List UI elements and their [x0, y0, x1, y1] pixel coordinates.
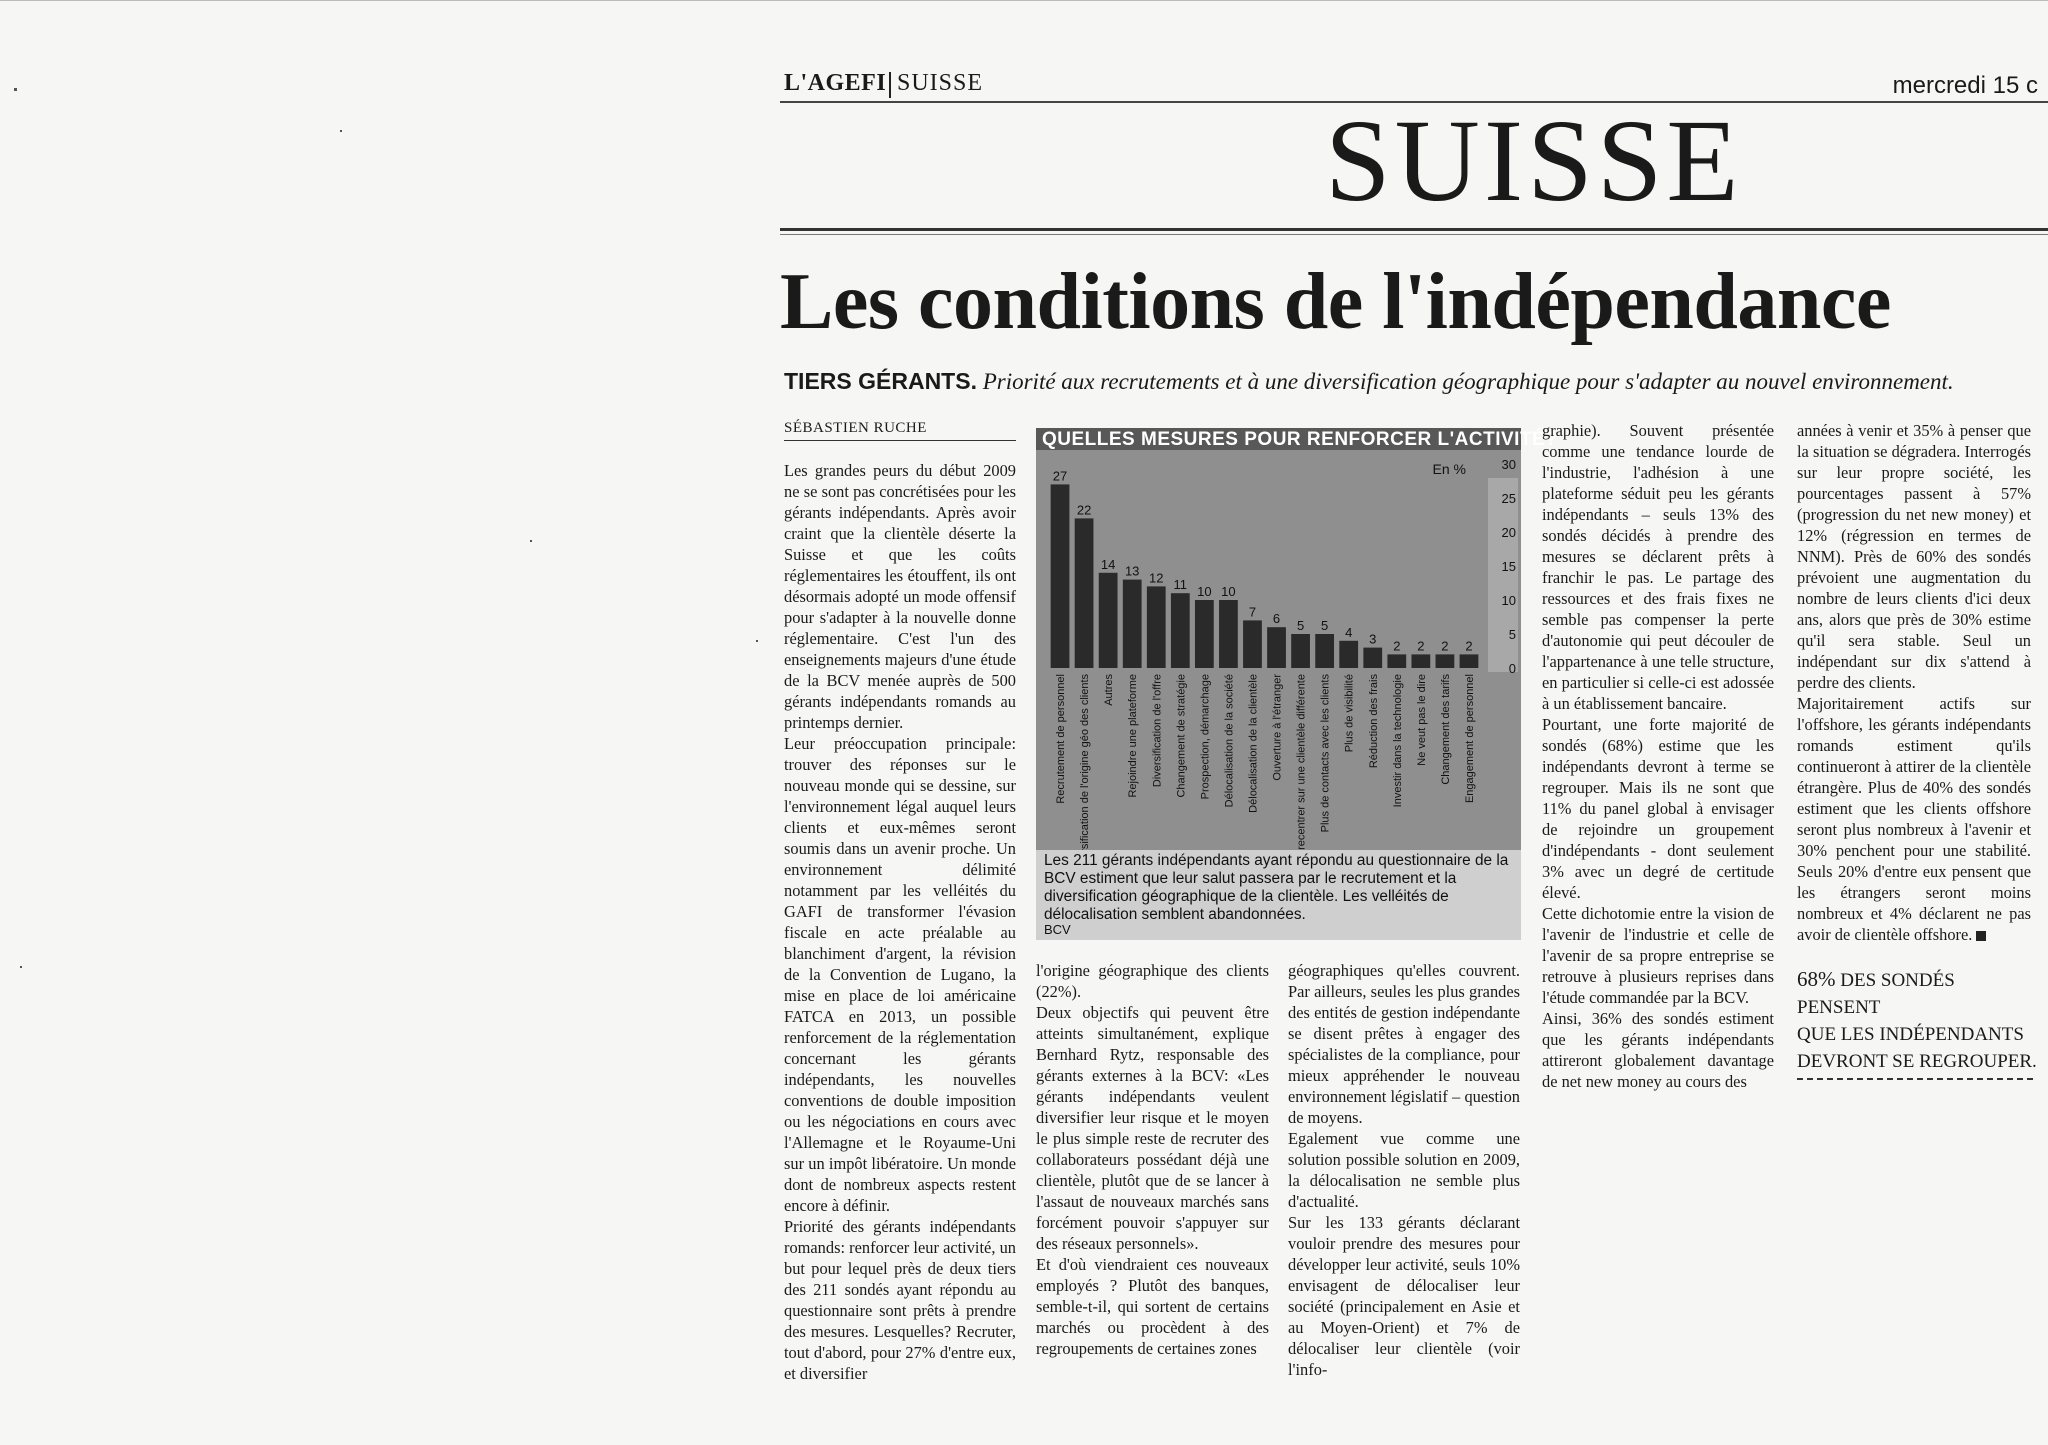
- y-tick-label: 0: [1508, 661, 1516, 676]
- pull-quote-line: [1797, 966, 2037, 994]
- paragraph: Sur les 133 gérants déclarant vouloir prendre des mesures pour développer leur activité, seuls 10% envisagent de délocaliser leur société (principalement en Asie et au Moyen-Orient) et 7% de délocaliser leur clientèle (voir l'info-: [1288, 1213, 1520, 1379]
- category-label: Diversification de l'origine géo des clients: [1079, 674, 1092, 850]
- y-tick-label: 5: [1508, 627, 1516, 642]
- y-tick-label: 10: [1501, 593, 1516, 608]
- paragraph: [1797, 693, 2031, 945]
- bar: [1171, 593, 1190, 668]
- bar-chart: [1036, 450, 1521, 850]
- paragraph: Egalement vue comme une solution possible solution en 2009, la délocalisation ne semble plus d'actualité.: [1288, 1129, 1520, 1211]
- bar-value-label: 14: [1100, 556, 1116, 572]
- category-label: Investir dans la technologie: [1391, 674, 1404, 808]
- end-of-article-icon: [1976, 931, 1986, 941]
- unit-label: En %: [1432, 461, 1466, 477]
- scan-speck: [530, 540, 532, 542]
- bar-value-label: 6: [1272, 611, 1281, 627]
- article-column-1: [784, 460, 1016, 1384]
- category-label: Délocalisation de la société: [1223, 674, 1236, 808]
- paragraph: Leur préoccupation principale: trouver des réponses sur le nouveau monde qui se dessine, sur l'environnement légal auquel leurs clients et eux-mêmes seront soumis dans un avenir proche. Un environnement délimité notamment par les velléités du GAFI de transformer l'évasion fiscale en acte préalable au blanchiment d'argent, la révision de la Convention de Lugano, la mise en place de loi américaine FATCA en 2013, un possible renforcement de la réglementation concernant les gérants indépendants, les nouvelles conventions de double imposition ou les négociations en cours avec l'Allemagne et le Royaume-Uni sur un impôt libératoire. Un monde dont de nombreux aspects restent encore à définir.: [784, 734, 1016, 1215]
- section-title: SUISSE: [1325, 95, 1743, 226]
- bar-value-label: 13: [1124, 563, 1140, 579]
- section-rule: [780, 228, 2048, 231]
- pull-quote-line: DEVRONT SE REGROUPER.: [1797, 1051, 2037, 1072]
- category-label: Ne veut pas le dire: [1415, 674, 1428, 766]
- chart-source: BCV: [1044, 922, 1071, 937]
- bar: [1291, 634, 1310, 668]
- paragraph: Et d'où viendraient ces nouveaux employés ? Plutôt des banques, semble-t-il, qui sortent de certains marchés ou procèdent à des regroupements de certaines zones: [1036, 1255, 1269, 1358]
- bar: [1123, 580, 1142, 668]
- bar-value-label: 27: [1052, 468, 1068, 484]
- deck-kicker: TIERS GÉRANTS.: [784, 368, 977, 394]
- pull-quote-line: PENSENT: [1797, 997, 1881, 1018]
- paragraph: géographiques qu'elles couvrent. Par ailleurs, seules les plus grandes des entités de gestion indépendante se disent prêtes à engager des spécialistes de la compliance, pour mieux appréhender le nouveau environnement législatif – question de moyens.: [1288, 961, 1520, 1127]
- paragraph: Deux objectifs qui peuvent être atteints simultanément, explique Bernhard Rytz, responsable des gérants externes à la BCV: «Les gérants indépendants veulent diversifier leur risque et le moyen le plus simple reste de recruter des collaborateurs possédant déjà une clientèle, plutôt que de se lancer à l'assaut de nouveaux marchés sans forcément pouvoir s'appuyer sur des réseaux personnels».: [1036, 1003, 1269, 1253]
- category-label: Prospection, démarchage: [1199, 674, 1212, 800]
- paragraph: Ainsi, 36% des sondés estiment que les gérants indépendants attireront globalement davantage de net new money au cours des: [1542, 1009, 1774, 1091]
- axis-strip: [1488, 478, 1518, 672]
- category-label: Changement de stratégie: [1175, 674, 1188, 798]
- scan-speck: [20, 966, 22, 968]
- bar-value-label: 5: [1321, 618, 1329, 633]
- bar: [1075, 518, 1094, 668]
- y-tick-label: 25: [1501, 491, 1516, 506]
- infographic: [1036, 428, 1558, 940]
- bar: [1411, 654, 1430, 668]
- bar-value-label: 2: [1417, 638, 1425, 654]
- bar: [1267, 627, 1286, 668]
- masthead-section: SUISSE: [897, 70, 984, 96]
- bar: [1339, 641, 1358, 668]
- category-label: Engagement de personnel: [1463, 674, 1476, 804]
- deck: [784, 368, 1954, 395]
- chart-header: [1036, 428, 1558, 450]
- article-column-4: [1542, 420, 1774, 1092]
- bar-value-label: 10: [1221, 584, 1236, 599]
- category-label: Ouverture à l'étranger: [1271, 674, 1284, 781]
- bar-value-label: 4: [1345, 624, 1353, 640]
- paragraph-text: Majoritairement actifs sur l'offshore, les gérants indépendants romands estiment qu'ils continueront à attirer de la clientèle étrangère. Plus de 40% des sondés estiment que les clients offshore seront plus nombreux à l'avenir et 30% penchent pour une stabilité. Seuls 20% d'entre eux pensent que les étrangers seront moins nombreux et 4% déclarent ne pas avoir de clientèle offshore.: [1797, 694, 2031, 944]
- category-label: Rejoindre une plateforme: [1127, 674, 1140, 798]
- chart-plot-area: [1036, 450, 1521, 850]
- bar-value-label: 10: [1197, 584, 1212, 599]
- deck-text: Priorité aux recrutements et à une diversification géographique pour s'adapter au nouvel environnement.: [982, 369, 1954, 394]
- pull-quote: [1797, 966, 2037, 1075]
- paragraph: années à venir et 35% à penser que la situation se dégradera. Interrogés sur leur propre société, les pourcentages passent à 57% (progression du net new money) et 12% (régression en termes de NNM). Près de 60% des sondés prévoient une augmentation du nombre de leurs clients d'ici deux ans, alors que près de 30% estime qu'il sera stable. Seul un indépendant sur dix s'attend à perdre des clients.: [1797, 421, 2031, 692]
- chart-caption: Les 211 gérants indépendants ayant répondu au questionnaire de la BCV estiment que leur salut passera par le recrutement et la diversification géographique de la clientèle. Les velléités de délocalisation semblent abandonnées.: [1044, 852, 1509, 923]
- bar-value-label: 12: [1149, 570, 1164, 586]
- scan-edge: [0, 0, 2048, 1]
- bar-value-label: 7: [1248, 604, 1257, 620]
- bar: [1195, 600, 1214, 668]
- paragraph: Priorité des gérants indépendants romands: renforcer leur activité, un but pour lequel près de deux tiers des 211 sondés ayant répondu au questionnaire sont prêts à prendre des mesures. Lesquelles? Recruter, tout d'abord, pour 27% d'entre eux, et diversifier: [784, 1217, 1016, 1383]
- pull-quote-rule: [1797, 1078, 2033, 1080]
- bar: [1051, 484, 1070, 668]
- bar: [1315, 634, 1334, 668]
- masthead-separator: [889, 72, 891, 98]
- bar-value-label: 2: [1393, 638, 1401, 654]
- bar: [1099, 573, 1118, 668]
- masthead-brand: L'AGEFI: [784, 70, 887, 96]
- scan-speck: [340, 130, 342, 132]
- chart-title: QUELLES MESURES POUR RENFORCER L'ACTIVITÉ?: [1042, 429, 1558, 450]
- paragraph: Cette dichotomie entre la vision de l'avenir de l'industrie et celle de l'avenir de sa propre entreprise se retrouve à plusieurs reprises dans l'étude commandée par la BCV.: [1542, 904, 1774, 1007]
- masthead-date: mercredi 15 c: [1892, 72, 2038, 99]
- category-label: Se recentrer sur une clientèle différente: [1295, 674, 1308, 850]
- byline-rule: [784, 440, 1016, 441]
- scan-speck: [14, 88, 17, 91]
- headline: Les conditions de l'indépendance: [780, 258, 1891, 346]
- y-tick-label: 20: [1501, 525, 1516, 540]
- bar-value-label: 2: [1465, 638, 1473, 654]
- bar: [1460, 654, 1479, 668]
- bar: [1147, 586, 1166, 668]
- bar-value-label: 5: [1296, 618, 1305, 633]
- bar: [1436, 654, 1455, 668]
- category-label: Plus de visibilité: [1343, 674, 1356, 753]
- pull-quote-line: QUE LES INDÉPENDANTS: [1797, 1024, 2024, 1045]
- bar-value-label: 22: [1076, 502, 1092, 518]
- category-label: Changement des tarifs: [1439, 674, 1452, 785]
- y-tick-label: 30: [1501, 457, 1516, 472]
- category-label: Réduction des frais: [1367, 674, 1380, 769]
- bar: [1363, 648, 1382, 668]
- article-column-3: [1288, 960, 1520, 1380]
- paragraph: Les grandes peurs du début 2009 ne se sont pas concrétisées pour les gérants indépendants. Après avoir craint que la clientèle déserte la Suisse et que les coûts réglementaires les étouffent, ils ont désormais adopté un mode offensif pour s'adapter à la nouvelle donne réglementaire. C'est l'un des enseignements majeurs d'une étude de la BCV menée auprès de 500 gérants indépendants romands au printemps dernier.: [784, 461, 1016, 732]
- bar: [1219, 600, 1238, 668]
- paragraph: graphie). Souvent présentée comme une tendance lourde de l'industrie, l'adhésion à une plateforme séduit peu les gérants indépendants – seuls 13% des sondés décidés à prendre des mesures se déclarent prêts à franchir le pas. Le partage des ressources et des frais fixes ne semble pas compenser la perte d'autonomie qui peut découler de l'appartenance à une telle structure, en particulier si celle-ci est adossée à un établissement bancaire.: [1542, 421, 1774, 713]
- section-rule-thin: [780, 234, 2048, 235]
- article-column-2: [1036, 960, 1269, 1359]
- bar: [1387, 654, 1406, 668]
- byline: SÉBASTIEN RUCHE: [784, 420, 927, 436]
- paragraph: Pourtant, une forte majorité de sondés (68%) estime que les indépendants devront à terme se regrouper. Mais ils ne sont que 11% du panel global à envisager de rejoindre un groupement d'indépendants - dont seulement 3% avec un degré de certitude élevé.: [1542, 715, 1774, 902]
- pull-quote-figure: 68%: [1797, 967, 1836, 991]
- paragraph: l'origine géographique des clients (22%).: [1036, 961, 1269, 1001]
- bar-value-label: 11: [1173, 577, 1188, 593]
- category-label: Délocalisation de la clientèle: [1247, 674, 1260, 813]
- pull-quote-text: DES SONDÉS: [1835, 970, 1955, 991]
- y-tick-label: 15: [1501, 559, 1516, 574]
- article-column-5: [1797, 420, 2031, 945]
- category-label: Recrutement de personnel: [1055, 674, 1068, 804]
- category-label: Plus de contacts avec les clients: [1319, 674, 1332, 833]
- scan-speck: [756, 640, 758, 642]
- category-label: Autres: [1103, 674, 1116, 706]
- bar-value-label: 3: [1369, 631, 1377, 647]
- bar: [1243, 620, 1262, 668]
- category-label: Diversification de l'offre: [1151, 674, 1164, 788]
- bar-value-label: 2: [1441, 638, 1449, 654]
